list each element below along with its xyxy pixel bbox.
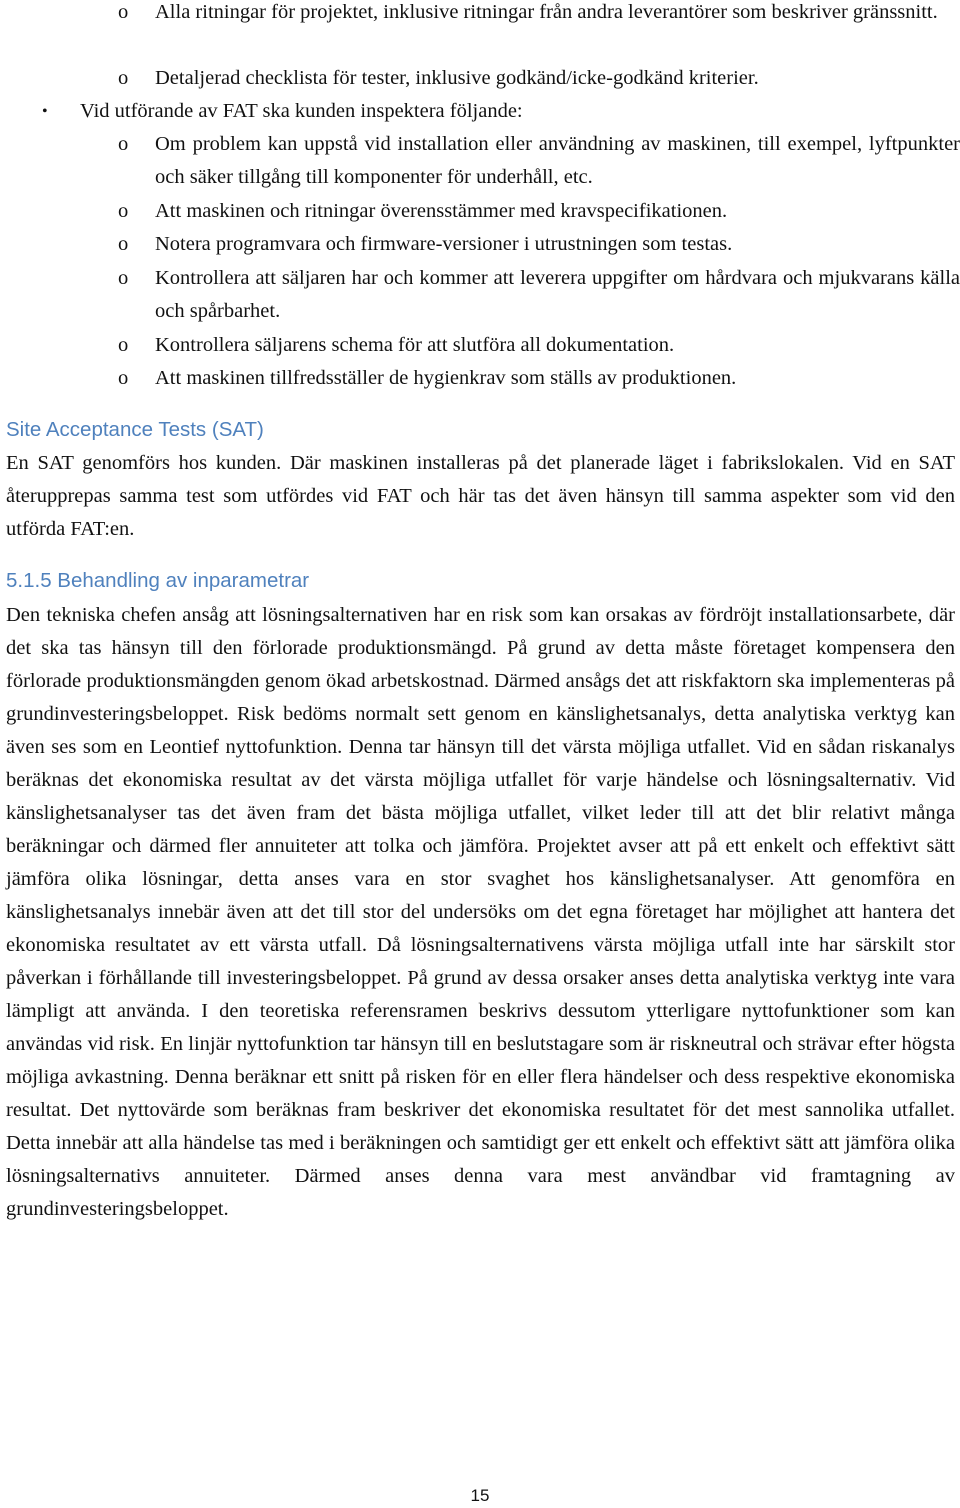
list-marker: o — [118, 133, 129, 155]
list-item-text: Detaljerad checklista för tester, inklusive godkänd/icke-godkänd kriterier. — [155, 67, 759, 89]
list-item-text: Kontrollera att säljaren har och kommer att leverera uppgifter om hårdvara och mjukvarans källa och spårbarhet. — [155, 267, 960, 322]
list-item — [0, 329, 960, 362]
list-item — [0, 0, 960, 29]
list-marker: o — [118, 67, 129, 89]
list-marker: o — [118, 233, 129, 255]
sat-paragraph: En SAT genomförs hos kunden. Där maskinen installeras på det planerade läget i fabrikslokalen. Vid en SAT återupprepas samma test som utfördes vid FAT och här tas det även hänsyn till samma aspekter som vid den utförda FAT:en. — [6, 452, 955, 540]
list-item-text: Alla ritningar för projektet, inklusive ritningar från andra leverantörer som beskriver gränssnitt. — [155, 1, 938, 23]
list-marker: o — [118, 200, 129, 222]
list-item — [0, 262, 960, 328]
list-item-text: Notera programvara och firmware-versioner i utrustningen som testas. — [155, 233, 733, 255]
section-heading: 5.1.5 Behandling av inparametrar — [6, 569, 310, 592]
sat-heading: Site Acceptance Tests (SAT) — [6, 418, 264, 441]
page-number: 15 — [470, 1486, 490, 1505]
list-marker: o — [118, 334, 129, 356]
list-item — [0, 95, 960, 128]
list-item — [0, 362, 960, 395]
section-paragraph: Den tekniska chefen ansåg att lösningsalternativen har en risk som kan orsakas av fördröjt installationsarbete, där det ska tas hänsyn till den förlorade produktionsmängd. På grund av detta måste företaget kompensera den förlorade produktionsmängden genom ökad arbetskostnad. Därmed ansågs det att riskfaktorn ska implementeras på grundinvesteringsbeloppet. Risk bedöms normalt sett genom en känslighetsanalys, detta analytiska verktyg kan även ses som en Leontief nyttofunktion. Denna tar hänsyn till det värsta möjliga utfallet. Vid en sådan riskanalys beräknas det ekonomiska resultat av det värsta möjliga utfallet för varje händelse och lösningsalternativ. Vid känslighetsanalyser tas det även fram det bästa möjliga utfallet, vilket leder till att det blir relativt många beräkningar och därmed fler annuiteter att tolka och jämföra. Projektet avser att på ett enkelt och effektivt sätt jämföra olika lösningar, detta anses vara en stor svaghet hos känslighetsanalyser. Att genomföra en känslighetsanalys innebär även att det till stor del undersöks om det egna företaget har möjlighet att hantera det ekonomiska resultatet av ett värsta utfall. Då lösningsalternativens värsta möjliga utfall inte har särskilt stor påverkan i förhållande till investeringsbeloppet. På grund av dessa orsaker anses detta analytiska verktyg inte vara lämpligt att använda. I den teoretiska referensramen beskrivs dessutom ytterligare nyttofunktioner som kan användas vid risk. En linjär nyttofunktion tar hänsyn till en beslutstagare som är riskneutral och strävar efter högsta möjliga avkastning. Denna beräknar ett snitt på risken för en eller flera händelser och dess respektive ekonomiska resultat. Det nyttovärde som beräknas fram beskriver det ekonomiska resultatet för det mest sannolika utfallet. Detta innebär att alla händelse tas med i beräkningen och samtidigt ger ett enkelt och effektivt sätt att jämföra olika lösningsalternativs annuiteter. Därmed anses denna vara mest användbar vid framtagning av grundinvesteringsbeloppet. — [6, 604, 955, 1220]
list-item-text: Att maskinen tillfredsställer de hygienkrav som ställs av produktionen. — [155, 367, 737, 389]
list-item — [0, 195, 960, 228]
list-item — [0, 228, 960, 261]
list-marker: o — [118, 367, 129, 389]
list-item — [0, 62, 960, 95]
list-item-text: Kontrollera säljarens schema för att slutföra all dokumentation. — [155, 334, 675, 356]
bullet-icon: • — [42, 103, 48, 120]
list-marker: o — [118, 267, 129, 289]
list-item-text: Vid utförande av FAT ska kunden inspektera följande: — [80, 100, 523, 122]
list-item — [0, 128, 960, 194]
list-marker: o — [118, 1, 129, 23]
list-item-text: Om problem kan uppstå vid installation eller användning av maskinen, till exempel, lyftpunkter och säker tillgång till komponenter för underhåll, etc. — [155, 133, 960, 188]
list-item-text: Att maskinen och ritningar överensstämmer med kravspecifikationen. — [155, 200, 728, 222]
